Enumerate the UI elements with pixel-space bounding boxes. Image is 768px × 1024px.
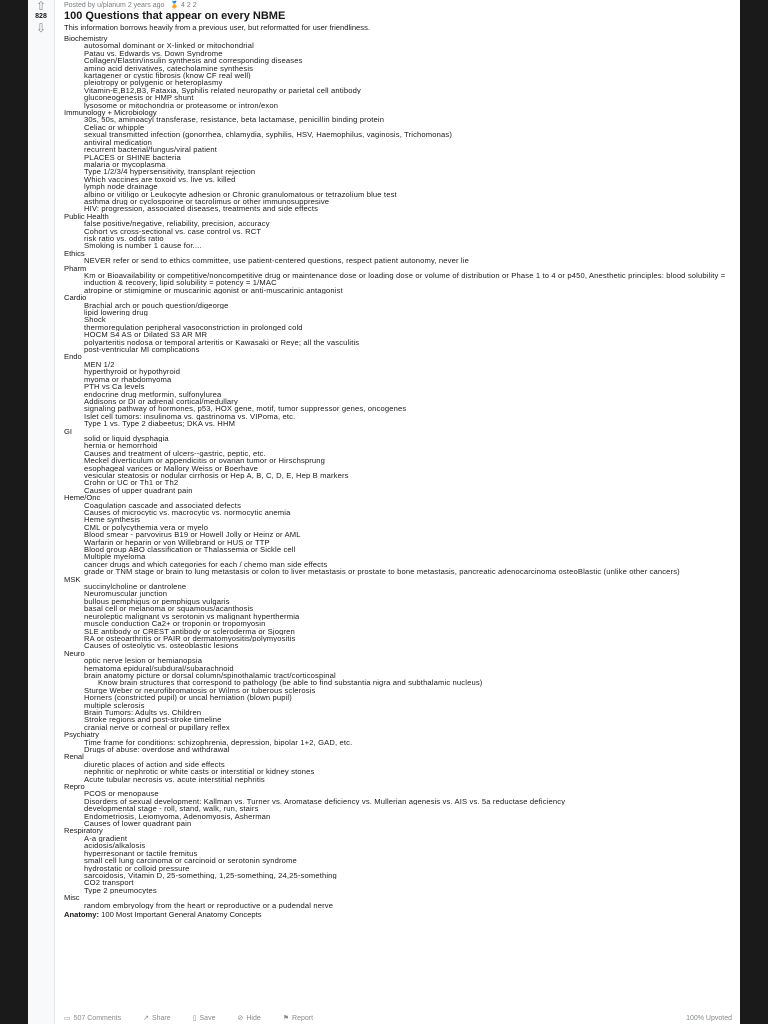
topic-item xyxy=(84,87,732,94)
eye-slash-icon: ⊘ xyxy=(237,1014,244,1022)
topic-item xyxy=(84,583,732,590)
topic-text: Coagulation cascade and associated defects xyxy=(84,501,242,509)
topic-item xyxy=(84,79,732,86)
topic-text: sarcoidosis, Vitamin D, 25-something, 1,25-something, 24,25-something xyxy=(84,871,337,880)
topic-item xyxy=(84,509,732,516)
topic-item xyxy=(84,472,732,479)
topic-list xyxy=(64,435,732,494)
anatomy-line xyxy=(64,910,732,920)
topic-item xyxy=(84,687,732,694)
topic-text: lipid lowering drug xyxy=(84,309,149,317)
topic-text: risk ratio vs. odds ratio xyxy=(84,234,164,243)
topic-text: PTH vs Ca levels xyxy=(84,383,145,391)
topic-item xyxy=(84,176,732,183)
section-heading: Psychiatry xyxy=(64,730,100,740)
topic-item xyxy=(84,613,732,620)
topic-item xyxy=(84,183,732,190)
topic-item xyxy=(84,42,732,49)
topic-text: nephritic or nephrotic or white casts or interstitial or kidney stones xyxy=(84,768,315,776)
topic-list xyxy=(64,220,732,250)
topic-text: albino or vitiligo or Leukocyte adhesion or Chronic granulomatous or tetrazolium blue test xyxy=(84,190,397,198)
topic-item xyxy=(84,168,732,175)
topic-item xyxy=(84,879,732,886)
topic-list xyxy=(64,902,732,909)
topic-item xyxy=(84,665,732,672)
topic-text: amino acid derivatives, catecholamine synthesis xyxy=(84,64,254,73)
topic-item xyxy=(84,487,732,494)
topic-text: CO2 transport xyxy=(84,879,134,887)
topic-text: Brain Tumors: Adults vs. Children xyxy=(84,708,202,717)
section-heading: MSK xyxy=(64,574,81,584)
topic-text: vesicular steatosis or nodular cirrhosis or Hep A, B, C, D, E, Hep B markers xyxy=(84,471,349,480)
topic-list xyxy=(64,502,732,576)
topic-text: myoma or rhabdomyoma xyxy=(84,375,172,384)
topic-text: random embryology from the heart or reproductive or a pudendal nerve xyxy=(84,901,334,909)
vote-rail xyxy=(28,0,55,1024)
topic-text: esophageal varices or Mallory Weiss or Boerhave xyxy=(84,464,259,472)
upvote-arrow-icon[interactable]: ⇧ xyxy=(35,0,47,13)
topic-item xyxy=(84,339,732,346)
topic-item xyxy=(84,628,732,635)
topic-text: SLE antibody or CREST antibody or scleroderma or Sjogren xyxy=(84,627,295,635)
topic-text: hyperresonant or tactile fremitus xyxy=(84,849,198,858)
topic-item xyxy=(84,331,732,338)
section-heading: Repro xyxy=(64,782,85,792)
topic-item xyxy=(84,124,732,131)
topic-item xyxy=(84,539,732,546)
topic-item xyxy=(84,205,732,212)
topic-item xyxy=(84,94,732,101)
comment-icon: ▭ xyxy=(64,1014,71,1022)
topic-text: Collagen/Elastin/insulin synthesis and corresponding diseases xyxy=(84,57,303,65)
topic-item xyxy=(84,450,732,457)
topic-text: Causes of lower quadrant pain xyxy=(84,820,192,828)
topic-list xyxy=(64,272,732,294)
post-author-line[interactable]: Posted by u/planum 2 years ago xyxy=(64,2,165,9)
topic-item xyxy=(84,435,732,442)
comments-label: 507 Comments xyxy=(73,1015,122,1022)
topic-list xyxy=(64,761,732,783)
post-body xyxy=(64,2,732,920)
topic-text: lysosome or mitochondria or proteasome or intron/exon xyxy=(84,101,279,110)
topic-item xyxy=(84,146,732,153)
topic-item xyxy=(84,272,732,287)
topic-text: signaling pathway of hormones, p53, HOX gene, motif, tumor suppressor genes, oncogenes xyxy=(84,405,407,413)
topic-item xyxy=(84,887,732,894)
bookmark-icon: ▯ xyxy=(192,1014,197,1022)
topic-text: Cohort vs cross-sectional vs. case control vs. RCT xyxy=(84,227,262,235)
topic-item xyxy=(84,65,732,72)
topic-text: MEN 1/2 xyxy=(84,360,115,369)
topic-text: A-a gradient xyxy=(84,834,128,843)
topic-item xyxy=(84,154,732,161)
topic-text: Km or Bioavailability or competitive/noncompetitive drug or maintenance dose or loading dose or volume of distribution or Phase 1 to 4 or p450, Anesthetic principles: blood solubility = induction & recovery, lipid solubility = potency = 1/MAC xyxy=(84,272,726,287)
topic-text: antiviral medication xyxy=(84,138,152,147)
topic-list xyxy=(64,583,732,650)
topic-text: polyarteritis nodosa or temporal arteritis or Kawasaki or Reye; all the vasculitis xyxy=(84,338,360,347)
topic-item xyxy=(84,568,732,575)
topic-item xyxy=(84,50,732,57)
topic-text: Horners (constricted pupil) or uncal herniation (blown pupil) xyxy=(84,694,292,702)
topic-text: Which vaccines are toxoid vs. live vs. killed xyxy=(84,175,236,184)
topic-item xyxy=(84,635,732,642)
topic-list xyxy=(64,739,732,754)
share-button[interactable] xyxy=(143,1014,171,1022)
topic-item xyxy=(84,383,732,390)
downvote-arrow-icon[interactable]: ⇩ xyxy=(35,21,47,35)
topic-item xyxy=(84,620,732,627)
topic-item xyxy=(84,716,732,723)
topic-text: gluconeogenesis or HMP shunt xyxy=(84,94,194,102)
topic-text: cranial nerve or corneal or pupillary reflex xyxy=(84,723,230,732)
topic-item xyxy=(84,657,732,664)
topic-text: hyperthyroid or hypothyroid xyxy=(84,368,181,376)
topic-item xyxy=(84,516,732,523)
topic-item xyxy=(84,368,732,375)
topic-list xyxy=(64,42,732,109)
topic-list xyxy=(64,790,732,827)
topic-text: Brachial arch or pouch question/digeorge xyxy=(84,301,229,310)
topic-text: Time frame for conditions: schizophrenia, depression, bipolar 1+2, GAD, etc. xyxy=(84,738,353,746)
topic-text: Type 2 pneumocytes xyxy=(84,886,157,895)
topic-item xyxy=(84,524,732,531)
topic-text: optic nerve lesion or hemianopsia xyxy=(84,657,203,665)
hide-label: Hide xyxy=(246,1015,261,1022)
topic-text: multiple sclerosis xyxy=(84,701,145,709)
topic-item xyxy=(84,287,732,294)
topic-text: malaria or mycoplasma xyxy=(84,160,166,169)
topic-item xyxy=(84,442,732,449)
topic-text: Causes of upper quadrant pain xyxy=(84,486,193,495)
topic-text: muscle conduction Ca2+ or troponin or tropomyosin xyxy=(84,620,266,628)
topic-item xyxy=(84,761,732,768)
topic-item xyxy=(84,776,732,783)
topic-item xyxy=(84,102,732,109)
topic-text: Multiple myeloma xyxy=(84,553,146,561)
topic-item xyxy=(84,813,732,820)
topic-item xyxy=(84,242,732,249)
topic-text: succinylcholine or dantrolene xyxy=(84,583,187,591)
topic-text: Crohn or UC or Th1 or Th2 xyxy=(84,479,179,487)
section-heading: Ethics xyxy=(64,248,85,258)
topic-list xyxy=(64,657,732,731)
topic-item xyxy=(84,361,732,368)
topic-item xyxy=(84,694,732,701)
topic-text: brain anatomy picture or dorsal column/spinothalamic tract/corticospinal xyxy=(84,671,336,680)
topic-item xyxy=(84,857,732,864)
topic-item xyxy=(84,724,732,731)
section-heading: Heme/Onc xyxy=(64,493,101,503)
topic-text: neuroleptic malignant vs serotonin vs malignant hyperthermia xyxy=(84,612,300,621)
report-button[interactable] xyxy=(283,1014,313,1022)
topic-item xyxy=(84,553,732,560)
topic-text: asthma drug or cyclosporine or tacrolimus or other immunosuppresive xyxy=(84,197,330,206)
topic-text: autosomal dominant or X-linked or mitochondrial xyxy=(84,42,254,50)
anatomy-label: Anatomy: xyxy=(64,909,100,919)
topic-item xyxy=(84,502,732,509)
topic-text: thermoregulation peripheral vasoconstriction in prolonged cold xyxy=(84,323,303,332)
topic-text: cancer drugs and which categories for each / chemo man side effects xyxy=(84,560,328,569)
award-counts: 4 2 2 xyxy=(181,2,197,9)
topic-text: post-ventricular MI complications xyxy=(84,346,200,354)
topic-list xyxy=(64,116,732,212)
topic-text: recurrent bacterial/fungus/viral patient xyxy=(84,146,218,154)
topic-text: HIV: progression, associated diseases, treatments and side effects xyxy=(84,205,319,213)
post-meta xyxy=(64,2,732,10)
topic-item xyxy=(84,546,732,553)
topic-item xyxy=(84,139,732,146)
topic-text: pleiotropy or polygenic or heteroplasmy xyxy=(84,79,223,87)
topic-item xyxy=(84,642,732,649)
topic-text: PCOS or menopause xyxy=(84,790,159,798)
topic-text: Heme synthesis xyxy=(84,516,141,524)
upvote-ratio: 100% Upvoted xyxy=(686,1014,732,1022)
topic-item xyxy=(84,531,732,538)
topic-item xyxy=(84,324,732,331)
save-label: Save xyxy=(199,1015,216,1022)
topic-item xyxy=(84,835,732,842)
topic-text: false positive/negative, reliability, precision, accuracy xyxy=(84,220,270,228)
topic-item xyxy=(84,561,732,568)
topic-text: Warfarin or heparin or von Willebrand or HUS or TTP xyxy=(84,538,270,547)
section-heading: Cardio xyxy=(64,293,87,303)
topic-text: small cell lung carcinoma or carcinoid or serotonin syndrome xyxy=(84,857,297,865)
topic-text: Drugs of abuse: overdose and withdrawal xyxy=(84,746,230,754)
topic-item xyxy=(84,405,732,412)
topic-text: developmental stage - roll, stand, walk, run, stairs xyxy=(84,805,259,813)
topic-item xyxy=(84,72,732,79)
topic-list xyxy=(64,257,732,264)
topic-text: Blood smear - parvovirus B19 or Howell Jolly or Heinz or AML xyxy=(84,531,301,539)
topic-text: Vitamin-E,B12,B3, Fataxia, Syphilis related neuropathy or parietal cell antibody xyxy=(84,86,361,95)
topic-item xyxy=(84,709,732,716)
flag-icon: ⚑ xyxy=(282,1014,290,1022)
topic-item xyxy=(84,598,732,605)
topic-item xyxy=(84,309,732,316)
section-heading: Respiratory xyxy=(64,826,103,836)
award-icons[interactable]: 🏅 4 2 2 xyxy=(170,2,197,9)
topic-text: grade or TNM stage or brain to lung metastasis or colon to liver metastasis or prostate to bone metastasis, pancreatic adenocarcinoma osteoBlastic (unlike other cancers) xyxy=(84,568,680,576)
share-label: Share xyxy=(151,1015,171,1022)
topic-item xyxy=(84,220,732,227)
topic-item xyxy=(84,465,732,472)
topic-text: CML or polycythemia vera or myelo xyxy=(84,523,209,532)
section-heading: Endo xyxy=(64,352,82,362)
topic-item xyxy=(84,798,732,805)
topic-text: Causes and treatment of ulcers--gastric, peptic, etc. xyxy=(84,449,266,458)
section-heading: Biochemistry xyxy=(64,34,108,43)
topic-item xyxy=(84,131,732,138)
topic-text: Islet cell tumors: insulinoma vs. gastrinoma vs. VIPoma, etc. xyxy=(84,412,296,421)
topic-item xyxy=(84,605,732,612)
share-icon: ↗ xyxy=(143,1014,149,1022)
topic-item xyxy=(84,420,732,427)
topic-item xyxy=(84,161,732,168)
section-heading: Pharm xyxy=(64,263,87,273)
topic-item xyxy=(84,316,732,323)
hide-button[interactable] xyxy=(237,1014,260,1022)
topic-text: atropine or stimigmine or muscarinic agonist or anti-muscarinic antagonist xyxy=(84,286,343,295)
topic-item xyxy=(84,739,732,746)
topic-text: Neuromuscular junction xyxy=(84,590,168,598)
topic-item xyxy=(84,865,732,872)
topic-item xyxy=(84,57,732,64)
topic-text: sexual transmitted infection (gonorrhea, chlamydia, syphilis, HSV, Haemophilus, vaginosis, Trichomonas) xyxy=(84,131,453,139)
topic-text: Type 1 vs. Type 2 diabeetus; DKA vs. HHM xyxy=(84,420,236,428)
topic-text: Sturge Weber or neurofibromatosis or Wilms or tuberous sclerosis xyxy=(84,686,316,695)
vote-score: 828 xyxy=(35,13,47,20)
topic-text: hydrostatic or colloid pressure xyxy=(84,864,190,872)
topic-text: Shock xyxy=(84,316,106,324)
sub-topic-item: a. Know brain structures that correspond to pathology (be able to find substantia nigra and subthalamic nucleus) xyxy=(98,679,732,686)
topic-text: 30s, 50s, aminoacyl transferase, resistance, beta lactamase, penicillin binding protein xyxy=(84,116,385,124)
topic-text: Meckel diverticulum or appendicitis or ovarian tumor or Hirschsprung xyxy=(84,457,326,465)
topic-item xyxy=(84,191,732,198)
topic-item xyxy=(84,376,732,383)
topic-sections xyxy=(64,35,732,909)
topic-text: kartagener or cystic fibrosis (know CF real well) xyxy=(84,72,251,80)
topic-text: Causes of microcytic vs. macrocytic vs. normocytic anemia xyxy=(84,509,291,517)
topic-text: NEVER refer or send to ethics committee, use patient-centered questions, respect patient autonomy, never lie xyxy=(84,257,469,265)
topic-item xyxy=(84,302,732,309)
topic-item xyxy=(84,872,732,879)
topic-text: Endometriosis, Leiomyoma, Adenomyosis, Asherman xyxy=(84,812,271,821)
topic-item xyxy=(84,850,732,857)
topic-item xyxy=(84,413,732,420)
anatomy-link[interactable]: 100 Most Important General Anatomy Concepts xyxy=(101,909,262,919)
topic-item xyxy=(84,790,732,797)
topic-text: PLACES or SHINE bacteria xyxy=(84,153,181,161)
topic-text: Blood group ABO classification or Thalassemia or Sickle cell xyxy=(84,546,296,554)
topic-item xyxy=(84,116,732,123)
topic-item xyxy=(84,235,732,242)
topic-text: Causes of osteolytic vs. osteoblastic lesions xyxy=(84,642,239,650)
topic-text: RA or osteoarthritis or PAIR or dermatomyositis/polymyositis xyxy=(84,634,296,643)
topic-item xyxy=(84,228,732,235)
topic-item xyxy=(84,702,732,709)
topic-item xyxy=(84,398,732,405)
sub-topic-list xyxy=(84,679,732,686)
topic-item xyxy=(84,590,732,597)
topic-text: basal cell or melanoma or squamous/acanthosis xyxy=(84,605,254,613)
topic-text: Stroke regions and post-stroke timeline xyxy=(84,716,222,724)
topic-text: bullous pemphigus or pemphigus vulgaris xyxy=(84,597,230,606)
topic-text: Celiac or whipple xyxy=(84,123,145,132)
topic-text: solid or liquid dysphagia xyxy=(84,434,169,443)
topic-text: Disorders of sexual development: Kallman vs. Turner vs. Aromatase deficiency vs. Mullerian agenesis vs. AIS vs. 5a reductase deficiency xyxy=(84,797,566,806)
section-heading: Public Health xyxy=(64,211,109,221)
topic-text: Addisons or DI or adrenal cortical/medullary xyxy=(84,397,238,406)
topic-list xyxy=(64,835,732,894)
topic-item xyxy=(84,479,732,486)
topic-item xyxy=(84,902,732,909)
topic-text: Patau vs. Edwards vs. Down Syndrome xyxy=(84,49,223,58)
section-heading: Misc xyxy=(64,893,80,903)
topic-item xyxy=(84,346,732,353)
topic-text: endocrine drug metformin, sulfonylurea xyxy=(84,390,222,398)
topic-text: Smoking is number 1 cause for.... xyxy=(84,242,202,250)
section-heading: Immunology + Microbiology xyxy=(64,108,157,118)
section-heading: Renal xyxy=(64,752,84,762)
save-button[interactable] xyxy=(193,1014,216,1022)
topic-item xyxy=(84,805,732,812)
topic-item xyxy=(84,257,732,264)
post-intro: This information borrows heavily from a previous user, but reformatted for user friendliness. xyxy=(64,23,370,32)
topic-item xyxy=(84,820,732,827)
topic-text: hernia or hemorrhoid xyxy=(84,442,158,450)
topic-item xyxy=(84,842,732,849)
topic-item xyxy=(84,672,732,687)
topic-list xyxy=(64,302,732,354)
post-footer xyxy=(64,1012,732,1024)
topic-item xyxy=(84,768,732,775)
section-heading: Neuro xyxy=(64,648,85,658)
report-label: Report xyxy=(292,1015,314,1022)
topic-item xyxy=(84,391,732,398)
post-card xyxy=(28,0,740,1024)
topic-item xyxy=(84,198,732,205)
topic-text: Acute tubular necrosis vs. acute interstitial nephritis xyxy=(84,775,265,784)
topic-text: acidosis/alkalosis xyxy=(84,842,146,850)
topic-item xyxy=(84,457,732,464)
topic-text: HOCM S4 AS or Dilated S3 AR MR xyxy=(84,331,208,339)
section-heading: GI xyxy=(64,426,73,436)
topic-text: diuretic places of action and side effects xyxy=(84,760,225,769)
topic-list xyxy=(64,361,732,428)
post-title[interactable]: 100 Questions that appear on every NBME xyxy=(64,10,286,22)
comments-button[interactable] xyxy=(64,1014,121,1022)
topic-text: hematoma epidural/subdural/subarachnoid xyxy=(84,664,234,672)
topic-text: lymph node drainage xyxy=(84,183,158,191)
topic-item xyxy=(84,746,732,753)
topic-text: Type 1/2/3/4 hypersensitivity, transplant rejection xyxy=(84,168,256,176)
